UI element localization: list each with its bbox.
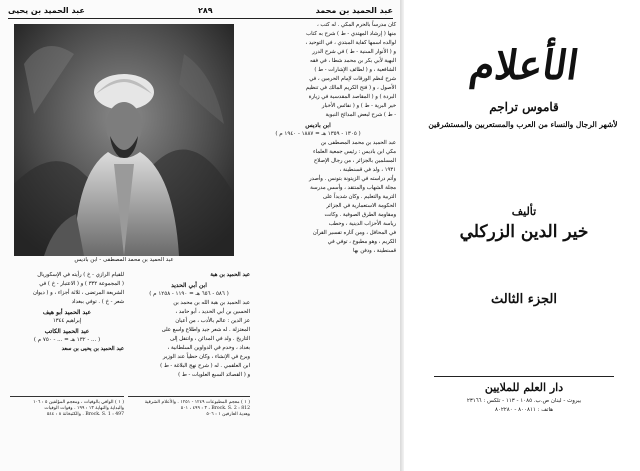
text-line: كان مدرساً بالحرم المكي . له كتب ، xyxy=(316,22,396,28)
publisher-phone: هاتف : ٨٠٠٨١١ - ٨٠٢٢٨٠ xyxy=(494,407,554,413)
text-line: شرح لنظم الورقات لإمام الحرمين ، في xyxy=(309,75,396,82)
text-line: التاريخ . ولد في المدائن ، وانتقل إلى xyxy=(169,336,250,343)
text-line: الحكومة الاستعمارية في الجزائر xyxy=(326,202,396,209)
text-line: الشافعية ، و ( لطائف الإشارات - ط ) xyxy=(314,66,396,73)
book-description: لأشهر الرجال والنساء من العرب والمستعربين والمستشرقين xyxy=(428,120,618,129)
text-line: شعر - خ ) . توفي ببغداد xyxy=(71,298,124,305)
book-title: الأعلام xyxy=(466,42,582,89)
bottom-middle-column xyxy=(128,272,250,381)
entry-title: ابن أبي الحديد xyxy=(171,281,207,289)
running-head xyxy=(8,6,393,18)
text-line: الشريعة المرتضى ، ثلاثة أجزاء ، و ( ديوان xyxy=(32,289,124,296)
footnote-line: ( ١ ) معجم المطبوعات ١٢٤٩ - ١٢٥١ . والأعلام الشرقية xyxy=(144,400,250,405)
footnote-line: Brock. S. 1 : 497 . والكتبخانة ٨ : ٥٤٤ xyxy=(46,411,124,417)
footnote-rule xyxy=(10,396,124,397)
text-line: الأصول ، و ( فتح الكريم المالك في تنظيم xyxy=(305,84,396,91)
text-line: البهية لأبي بكر بن محمد شطا ، في فقه xyxy=(310,57,396,64)
portrait-image xyxy=(14,24,234,256)
page-number: ٢٨٩ xyxy=(198,6,213,15)
text-line: للقيام الرازي - خ ) رأيته في الإسكوريال xyxy=(37,272,124,278)
running-head-right: عبد الحميد بن محمد xyxy=(315,6,393,15)
photo-caption: عبد الحميد بن محمد المصطفى - ابن باديس xyxy=(74,257,174,263)
text-line: خير البرية - ط ) و ( نفائس الأخبار xyxy=(321,102,396,109)
footnote-line: وهدية العارفين ١ : ٥٠٦ xyxy=(206,411,250,417)
entry-title: عبد الحميد الكاتب xyxy=(44,327,90,335)
text-line: في المحافل ، ومن آثاره تفسير القرآن xyxy=(312,229,396,236)
text-line: و ( الأنوار السنية - ط ) في شرح الدرر xyxy=(312,48,396,55)
text-line: التربية والتعليم . وكان شديداً على xyxy=(322,193,396,200)
text-line: رياسة الأحزاب الدينية ، وخطب xyxy=(328,220,396,227)
running-head-left: عبد الحميد بن يحيى xyxy=(8,6,85,15)
entry-title: ابن باديس xyxy=(305,121,331,129)
entry-body xyxy=(240,140,396,255)
text-line: مجلة الشهاب والمنتقد ، وأسس مدرسة xyxy=(310,184,396,191)
entry-title: عبد الحميد أبو هيف xyxy=(42,308,92,316)
footnote-line: والبداية والنهاية ١٣ : ١٩٩ . وفوات الوفيات xyxy=(44,405,124,411)
publisher-rule xyxy=(434,376,614,377)
text-line: منها ( إرشاد المهتدي - ط ) شرح به كتاب xyxy=(306,30,396,37)
text-line: ( المجموعة ٣٣٢ ) و ( الاعتبار - خ ) في xyxy=(39,280,124,287)
text-line: لوالده اسمها كفاية المبتدي ، في التوحيد ، xyxy=(305,39,396,46)
entry-dates: ( ٥٨٦ - ٦٥٦ هـ = ١١٩٠ - ١٢٥٨ م ) xyxy=(149,290,229,297)
text-line: المسلمين بالجزائر ، من رجال الإصلاح xyxy=(313,157,396,164)
top-right-column xyxy=(240,22,396,257)
book-subtitle: قاموس تراجم xyxy=(489,100,559,114)
entry-header: عبد الحميد بن هبة xyxy=(210,272,250,278)
footnote-rule xyxy=(128,396,250,397)
text-line: قسنطينة ، ودفن بها xyxy=(352,247,396,254)
text-line: - ط ) شرح لبعض المدائح النبوية xyxy=(325,111,396,118)
text-line: مكي ابن باديس : رئيس جمعية العلماء xyxy=(313,148,396,155)
footnote-line: ( ١ ) الوافي بالوفيات ، ومعجم المؤلفين ٥ : ١٠٦ xyxy=(33,400,124,405)
text-line: عبد الحميد بن هبة الله بن محمد بن xyxy=(173,300,250,307)
footnotes-middle xyxy=(128,400,250,418)
text-line: و ( القصائد السبع العلويات - ط ) xyxy=(178,372,250,379)
author-label: تأليف xyxy=(511,205,537,218)
title-page xyxy=(404,0,640,471)
text-line: عبد الحميد بن محمد المصطفى بن xyxy=(320,139,396,146)
entry-dates: ( ... - ١٣٢ هـ = ... - ٧٥٠ م ) xyxy=(33,336,101,343)
text-line: المعتزلة . له شعر جيد واطلاع واسع على xyxy=(161,327,250,334)
footnotes-left xyxy=(10,400,124,418)
header-rule xyxy=(8,18,393,19)
intro-paragraph xyxy=(240,22,396,119)
entry-header: عبد الحميد بن يحيى بن سعد xyxy=(61,345,124,352)
text-line: ابن العلقمي . له ( شرح نهج البلاغة - ط ) xyxy=(160,363,250,370)
bottom-left-column xyxy=(10,272,124,355)
text-line: ومقاومة الطرق الصوفية . وكانت xyxy=(324,211,396,218)
text-line: الحسين بن أبي الحديد ، أبو حامد ، xyxy=(175,309,250,316)
author-name: خير الدين الزركلي xyxy=(459,222,589,242)
text-line: بغداد ، وخدم في الدواوين السلطانية ، xyxy=(167,345,250,352)
publisher-name: دار العلم للملايين xyxy=(484,381,564,394)
text-line: الكريم ، وهو مطبوع ، توفي في xyxy=(327,238,396,245)
footnote-line: Brock. S. 2 : 812 ، ٣ : ٤٩٩ ، ٥٠١ xyxy=(180,405,250,411)
text-line: وبرع في الإنشاء ، وكان حظياً عند الوزير xyxy=(162,354,250,361)
text-line: ١٩٣١ ، ولد في قسنطينة ، xyxy=(339,166,396,173)
text-line: البردة ) و ( المقاصد المقدسية في زيارة xyxy=(308,93,396,100)
text-line: عز الدين : عالم بالأدب ، من أعيان xyxy=(175,318,250,325)
publisher-address: بيروت - لبنان ص.ب. ١٠٨٥ - ١١٣ - تلكس : ٢٣١٦٦ xyxy=(466,398,582,404)
volume-label: الجزء الثالث xyxy=(491,292,557,307)
text-line: وأتم دراسته في الزيتونة بتونس . وأصدر xyxy=(308,175,396,182)
text-line: إبراهيم ١٣٤٤ xyxy=(52,317,82,324)
portrait-photo xyxy=(14,24,234,256)
entry-dates: ( ١٣٠٥ - ١٣٥٩ هـ = ١٨٨٧ - ١٩٤٠ م ) xyxy=(275,130,361,137)
